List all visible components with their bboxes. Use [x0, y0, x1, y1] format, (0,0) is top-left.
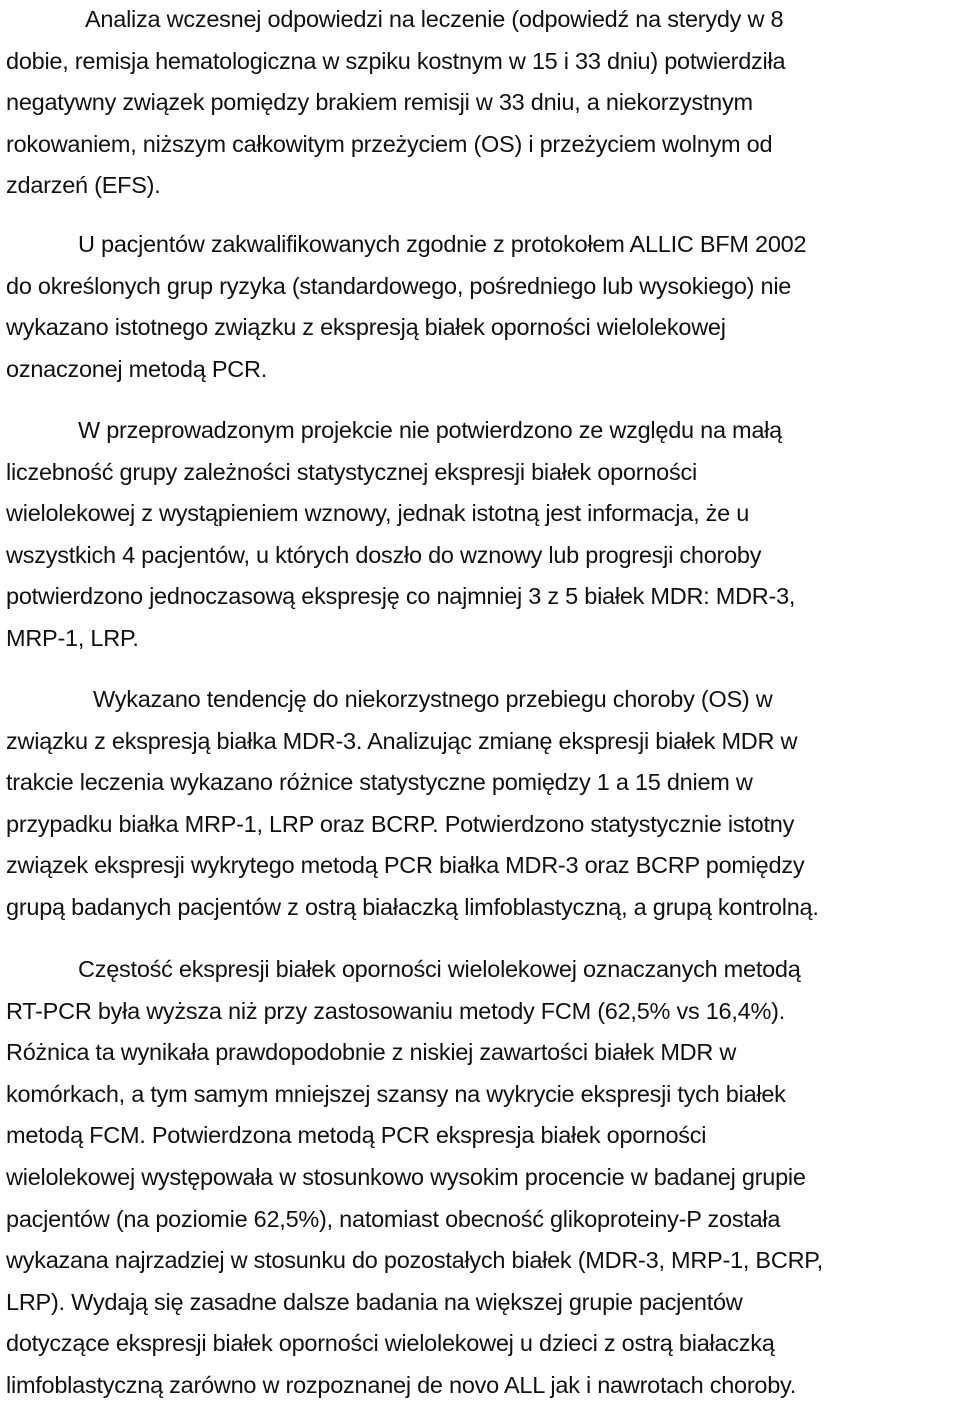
text-line: Wykazano tendencję do niekorzystnego przebiegu choroby (OS) w — [93, 686, 773, 712]
text-line: W przeprowadzonym projekcie nie potwierdzono ze względu na małą — [78, 417, 782, 443]
text-line: Analiza wczesnej odpowiedzi na leczenie (odpowiedź na sterydy w 8 — [85, 6, 784, 32]
paragraph-relapse — [6, 410, 795, 660]
text-line: RT-PCR była wyższa niż przy zastosowaniu metody FCM (62,5% vs 16,4%). — [6, 997, 785, 1024]
text-line: wykazana najrzadziej w stosunku do pozostałych białek (MDR-3, MRP-1, BCRP, — [6, 1247, 823, 1274]
text-line: U pacjentów zakwalifikowanych zgodnie z protokołem ALLIC BFM 2002 — [78, 231, 807, 257]
paragraph-risk-groups — [6, 224, 806, 390]
text-line: rokowaniem, niższym całkowitym przeżyciem (OS) i przeżyciem wolnym od — [6, 130, 773, 157]
paragraph-early-response — [6, 0, 785, 207]
text-line: komórkach, a tym samym mniejszej szansy na wykrycie ekspresji tych białek — [6, 1080, 786, 1107]
text-line: pacjentów (na poziomie 62,5%), natomiast obecność glikoproteiny-P została — [6, 1205, 781, 1232]
text-line: oznaczonej metodą PCR. — [6, 355, 267, 382]
text-line: limfoblastyczną zarówno w rozpoznanej de novo ALL jak i nawrotach choroby. — [6, 1371, 797, 1398]
text-line: związku z ekspresją białka MDR-3. Analizując zmianę ekspresji białek MDR w — [6, 727, 798, 754]
text-line: LRP). Wydają się zasadne dalsze badania na większej grupie pacjentów — [6, 1288, 743, 1315]
text-line: dotyczące ekspresji białek oporności wielolekowej u dzieci z ostrą białaczką — [6, 1330, 775, 1357]
text-line: do określonych grup ryzyka (standardowego, pośredniego lub wysokiego) nie — [6, 272, 792, 299]
text-line: liczebność grupy zależności statystycznej ekspresji białek oporności — [6, 458, 697, 485]
text-line: MRP-1, LRP. — [6, 624, 139, 651]
paragraph-mdr3-tendency — [6, 679, 819, 929]
text-line: wielolekowej występowała w stosunkowo wysokim procencie w badanej grupie — [6, 1163, 806, 1190]
text-line: wszystkich 4 pacjentów, u których doszło do wznowy lub progresji choroby — [6, 541, 762, 568]
text-line: metodą FCM. Potwierdzona metodą PCR ekspresja białek oporności — [6, 1122, 707, 1149]
text-line: wielolekowej z wystąpieniem wznowy, jednak istotną jest informacja, że u — [6, 500, 750, 527]
text-line: trakcie leczenia wykazano różnice statystyczne pomiędzy 1 a 15 dniem w — [6, 769, 753, 796]
text-line: Różnica ta wynikała prawdopodobnie z niskiej zawartości białek MDR w — [6, 1039, 737, 1066]
text-line: związek ekspresji wykrytego metodą PCR białka MDR-3 oraz BCRP pomiędzy — [6, 852, 805, 879]
text-line: grupą badanych pacjentów z ostrą białaczką limfoblastyczną, a grupą kontrolną. — [6, 893, 819, 920]
paragraph-expression-frequency — [6, 949, 823, 1407]
text-line: Częstość ekspresji białek oporności wielolekowej oznaczanych metodą — [78, 956, 801, 982]
text-line: przypadku białka MRP-1, LRP oraz BCRP. Potwierdzono statystycznie istotny — [6, 810, 795, 837]
text-line: dobie, remisja hematologiczna w szpiku kostnym w 15 i 33 dniu) potwierdziła — [6, 47, 786, 74]
text-line: zdarzeń (EFS). — [6, 172, 161, 199]
text-line: potwierdzono jednoczasową ekspresję co najmniej 3 z 5 białek MDR: MDR-3, — [6, 583, 796, 610]
text-line: negatywny związek pomiędzy brakiem remisji w 33 dniu, a niekorzystnym — [6, 89, 753, 116]
text-line: wykazano istotnego związku z ekspresją białek oporności wielolekowej — [6, 314, 726, 341]
